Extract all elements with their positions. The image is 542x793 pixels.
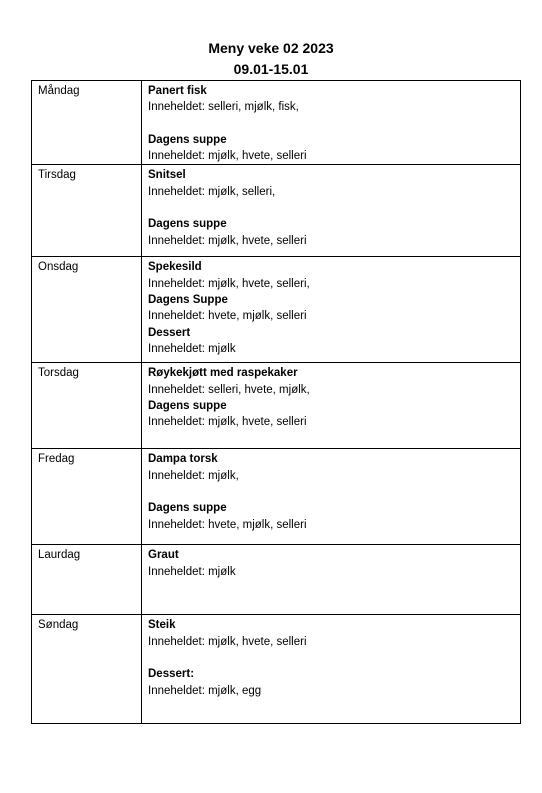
dish-name: Spekesild: [148, 261, 202, 274]
menu-table: [31, 80, 521, 724]
dish-name: Røykekjøtt med raspekaker: [148, 367, 298, 380]
allergen-line: Inneheldet: mjølk: [148, 342, 236, 355]
allergen-line: Inneheldet: hvete, mjølk, selleri: [148, 310, 307, 323]
page-title: Meny veke 02 2023: [208, 40, 334, 56]
allergen-line: Inneheldet: mjølk, hvete, selleri: [148, 416, 307, 429]
dish-name: Steik: [148, 619, 176, 632]
menu-row: [32, 545, 521, 615]
day-name: Onsdag: [32, 257, 142, 363]
allergen-line: Inneheldet: mjølk,: [148, 469, 239, 482]
day-name: Tirsdag: [32, 165, 142, 257]
day-name: Fredag: [32, 449, 142, 545]
blank-line: [148, 116, 514, 132]
menu-row: [32, 165, 521, 257]
menu-row: [32, 257, 521, 363]
dish-name: Dessert: [148, 326, 191, 339]
allergen-line: Inneheldet: mjølk: [148, 565, 236, 578]
menu-row: [32, 81, 521, 165]
allergen-line: Inneheldet: mjølk, hvete, selleri: [148, 150, 307, 163]
day-menu: [142, 81, 521, 165]
day-name: Torsdag: [32, 363, 142, 449]
menu-row: [32, 363, 521, 449]
dish-name: Dagens suppe: [148, 400, 227, 413]
day-menu: [142, 165, 521, 257]
blank-line: [148, 200, 514, 216]
dish-name: Dagens Suppe: [148, 294, 228, 307]
date-range: 09.01-15.01: [233, 61, 309, 77]
dish-name: Dampa torsk: [148, 453, 218, 466]
allergen-line: Inneheldet: hvete, mjølk, selleri: [148, 518, 307, 531]
day-menu: [142, 449, 521, 545]
day-name: Søndag: [32, 615, 142, 724]
blank-line: [148, 484, 514, 500]
allergen-line: Inneheldet: selleri, hvete, mjølk,: [148, 383, 310, 396]
allergen-line: Inneheldet: mjølk, hvete, selleri,: [148, 277, 310, 290]
day-menu: [142, 615, 521, 724]
dish-name: Dagens suppe: [148, 133, 227, 146]
blank-line: [148, 650, 514, 666]
allergen-line: Inneheldet: mjølk, selleri,: [148, 185, 276, 198]
allergen-line: Inneheldet: selleri, mjølk, fisk,: [148, 101, 299, 114]
allergen-line: Inneheldet: mjølk, hvete, selleri: [148, 635, 307, 648]
menu-row: [32, 615, 521, 724]
day-name: Måndag: [32, 81, 142, 165]
dish-name: Snitsel: [148, 169, 186, 182]
day-menu: [142, 257, 521, 363]
allergen-line: Inneheldet: mjølk, egg: [148, 684, 262, 697]
menu-row: [32, 449, 521, 545]
dish-name: Panert fisk: [148, 85, 207, 97]
dish-name: Dagens suppe: [148, 502, 227, 515]
dish-name: Dessert:: [148, 668, 195, 681]
day-menu: [142, 545, 521, 615]
allergen-line: Inneheldet: mjølk, hvete, selleri: [148, 234, 307, 247]
day-menu: [142, 363, 521, 449]
dish-name: Graut: [148, 549, 179, 562]
day-name: Laurdag: [32, 545, 142, 615]
dish-name: Dagens suppe: [148, 218, 227, 231]
